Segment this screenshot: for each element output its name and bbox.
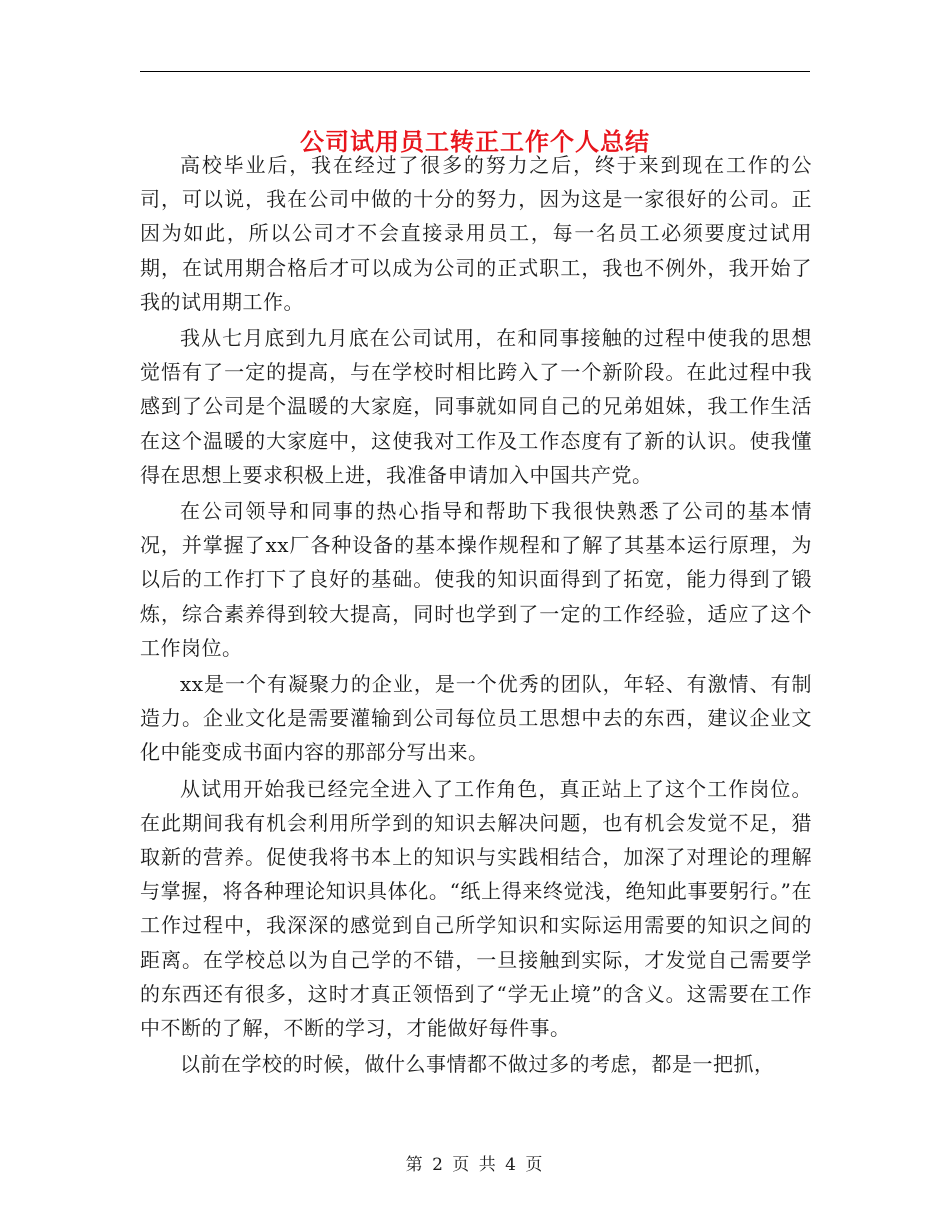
page-number: 第 2 页 共 4 页: [405, 1155, 545, 1175]
body-paragraph: 我从七月底到九月底在公司试用，在和同事接触的过程中使我的思想觉悟有了一定的提高，与在学校时相比跨入了一个新阶段。在此过程中我感到了公司是个温暖的大家庭，同事就如同自己的兄弟姐妹，我工作生活在这个温暖的大家庭中，这使我对工作及工作态度有了新的认识。使我懂得在思想上要求积极上进，我准备申请加入中国共产党。: [140, 326, 812, 487]
document-body: [140, 148, 812, 1083]
document-title: 公司试用员工转正工作个人总结: [300, 127, 650, 157]
body-paragraph: 高校毕业后，我在经过了很多的努力之后，终于来到现在工作的公司，可以说，我在公司中做的十分的努力，因为这是一家很好的公司。正因为如此，所以公司才不会直接录用员工，每一名员工必须要度过试用期，在试用期合格后才可以成为公司的正式职工，我也不例外，我开始了我的试用期工作。: [140, 153, 812, 314]
header-rule: [140, 71, 810, 72]
body-paragraph: 从试用开始我已经完全进入了工作角色，真正站上了这个工作岗位。在此期间我有机会利用所学到的知识去解决问题，也有机会发觉不足，猎取新的营养。促使我将书本上的知识与实践相结合，加深了对理论的理解与掌握，将各种理论知识具体化。“纸上得来终觉浅，绝知此事要躬行。”在工作过程中，我深深的感觉到自己所学知识和实际运用需要的知识之间的距离。在学校总以为自己学的不错，一旦接触到实际，才发觉自己需要学的东西还有很多，这时才真正领悟到了“学无止境”的含义。这需要在工作中不断的了解，不断的学习，才能做好每件事。: [140, 776, 812, 1041]
body-paragraph: 以前在学校的时候，做什么事情都不做过多的考虑，都是一把抓，: [180, 1052, 775, 1077]
body-paragraph: xx是一个有凝聚力的企业，是一个优秀的团队，年轻、有激情、有制造力。企业文化是需要灌输到公司每位员工思想中去的东西，建议企业文化中能变成书面内容的那部分写出来。: [140, 672, 812, 765]
body-paragraph: 在公司领导和同事的热心指导和帮助下我很快熟悉了公司的基本情况，并掌握了xx厂各种设备的基本操作规程和了解了其基本运行原理，为以后的工作打下了良好的基础。使我的知识面得到了拓宽，能力得到了锻炼，综合素养得到较大提高，同时也学到了一定的工作经验，适应了这个工作岗位。: [140, 499, 812, 660]
